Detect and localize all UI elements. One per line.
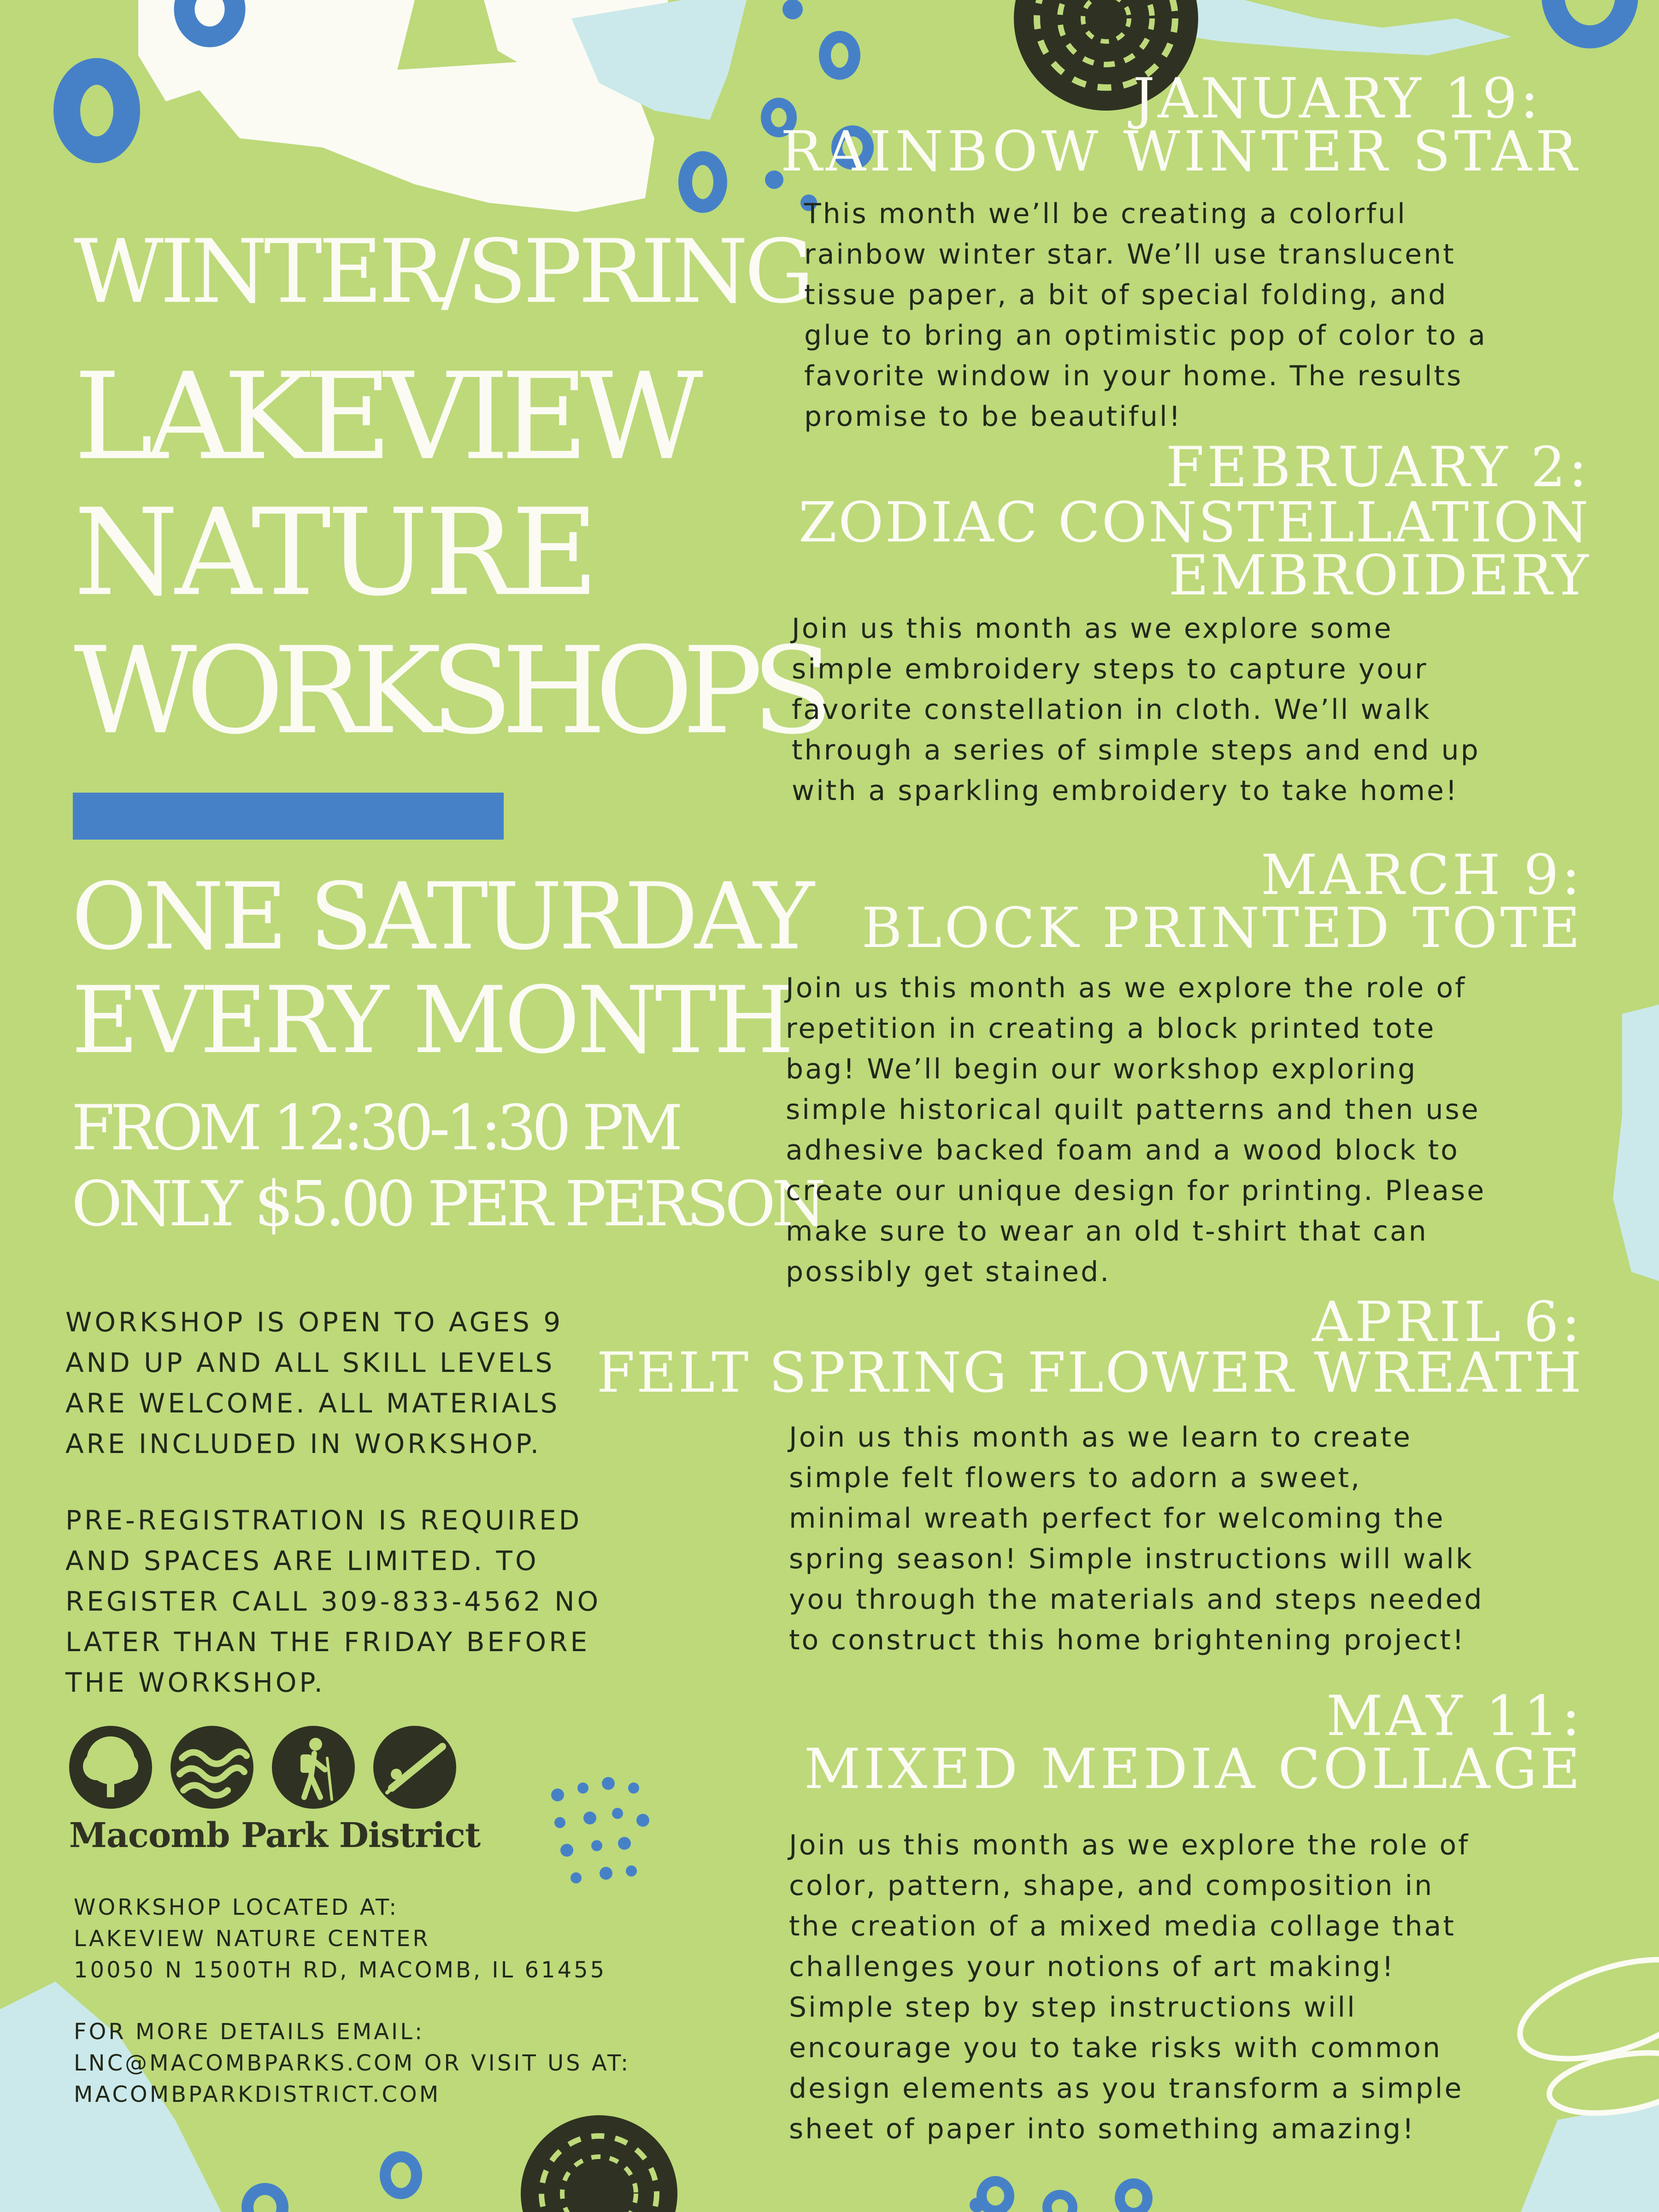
waves-icon (171, 1726, 253, 1809)
workshop-description: Join us this month as we explore the role of color, pattern, shape, and composition in the creation of a mixed media collage that challenges your notions of art making! Simple step by step instructions will encourage you to take risks with common design elements as you transform a simple sheet of paper into something amazing! (789, 1829, 1470, 2145)
workshop-date: MARCH 9: (1260, 843, 1583, 907)
workshop-title-line-2: EMBROIDERY (1168, 544, 1590, 608)
workshop-title: BLOCK PRINTED TOTE (861, 896, 1583, 960)
title-line-2: NATURE (74, 483, 595, 623)
divider-bar (73, 793, 504, 840)
schedule-line-1: ONE SATURDAY (71, 863, 811, 971)
registration-text: PRE-REGISTRATION IS REQUIRED AND SPACES ARE LIMITED. TO REGISTER CALL 309-833-4562 NO LATER THAN THE FRIDAY BEFORE THE WORKSHOP. (65, 1505, 601, 1698)
contact-text: FOR MORE DETAILS EMAIL: LNC@MACOMBPARKS.COM OR VISIT US AT: MACOMBPARKDISTRICT.COM (74, 2019, 631, 2107)
logo-text: Macomb Park District (69, 1816, 481, 1855)
workshop-title: FELT SPRING FLOWER WREATH (596, 1341, 1583, 1405)
time-line: FROM 12:30-1:30 PM (71, 1092, 678, 1164)
workshop-date: FEBRUARY 2: (1165, 435, 1590, 500)
workshop-description: This month we’ll be creating a colorful rainbow winter star. We’ll use translucent tissue paper, a bit of special folding, and glue to bring an optimistic pop of color to a favorite window in your home. The results promise to be beautiful! (804, 198, 1487, 433)
workshop-description: Join us this month as we explore the role of repetition in creating a block printed tote bag! We’ll begin our workshop exploring simple historical quilt patterns and then use adhesive backed foam and a wood block to create our unique design for printing. Please make sure to wear an old t-shirt that can possibly get stained. (786, 972, 1486, 1288)
workshop-date: APRIL 6: (1312, 1290, 1583, 1354)
park-district-logo (69, 1726, 481, 1864)
workshop-date: MAY 11: (1326, 1684, 1583, 1748)
workshop-title: MIXED MEDIA COLLAGE (804, 1737, 1583, 1801)
hiker-icon (272, 1726, 355, 1809)
price-line: ONLY $5.00 PER PERSON (71, 1168, 822, 1240)
title-line-1: LAKEVIEW (74, 347, 695, 487)
tree-icon (69, 1726, 152, 1809)
schedule-line-2: EVERY MONTH (71, 967, 792, 1074)
eligibility-text: WORKSHOP IS OPEN TO AGES 9 AND UP AND ALL SKILL LEVELS ARE WELCOME. ALL MATERIALS ARE INCLUDED IN WORKSHOP. (65, 1306, 564, 1459)
bat-icon (373, 1726, 456, 1809)
workshop-description: Join us this month as we explore some simple embroidery steps to capture your favorite constellation in cloth. We’ll walk through a series of simple steps and end up with a sparkling embroidery to take home! (792, 612, 1480, 807)
title-line-3: WORKSHOPS (74, 622, 823, 761)
workshop-title: ZODIAC CONSTELLATION (798, 491, 1590, 555)
cream-outline-loops (1508, 1940, 1659, 2123)
workshop-description: Join us this month as we learn to create simple felt flowers to adorn a sweet, minimal wreath perfect for welcoming the spring season! Simple instructions will walk you through the materials and steps needed to construct this home brightening project! (789, 1421, 1484, 1656)
workshop-title: RAINBOW WINTER STAR (780, 120, 1581, 184)
location-text: WORKSHOP LOCATED AT: LAKEVIEW NATURE CENTER 10050 N 1500TH RD, MACOMB, IL 61455 (74, 1894, 607, 1983)
workshop-date: JANUARY 19: (1132, 67, 1541, 131)
season-heading: WINTER/SPRING (74, 221, 811, 323)
